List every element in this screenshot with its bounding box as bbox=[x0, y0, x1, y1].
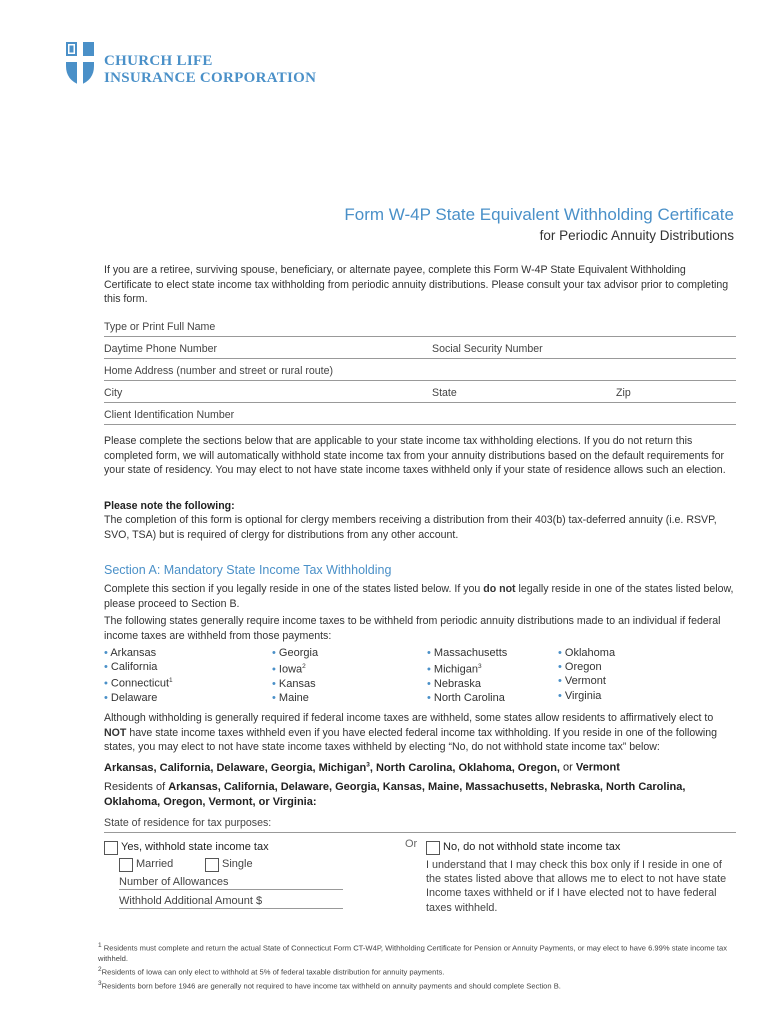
address-field[interactable] bbox=[104, 380, 736, 381]
state-item: • Massachusetts bbox=[427, 647, 508, 659]
state-item: • Connecticut$^1$ bbox=[104, 677, 173, 691]
yes-withhold-label: Yes, withhold state income tax bbox=[121, 841, 269, 853]
state-label: State bbox=[432, 387, 457, 399]
section-a-p3: Although withholding is generally required if federal income taxes are withheld, some states allow residents to affirmatively elect to NOT have state income taxes withheld even if you have elected federal income tax withholding. If you reside in one of the following states, you may elect to not have state income taxes withheld by electing “No, do not withhold state income tax” below: bbox=[104, 712, 718, 753]
ssn-label: Social Security Number bbox=[432, 343, 543, 355]
section-a-heading: Section A: Mandatory State Income Tax Withholding bbox=[104, 563, 392, 577]
single-label: Single bbox=[222, 858, 253, 870]
additional-amount-field[interactable] bbox=[119, 908, 343, 909]
state-item: • Kansas bbox=[272, 678, 316, 691]
phone-label: Daytime Phone Number bbox=[104, 343, 218, 355]
yes-withhold-checkbox[interactable] bbox=[104, 841, 118, 855]
state-item: • Vermont bbox=[558, 675, 606, 688]
state-item: • Maine bbox=[272, 692, 309, 705]
logo-line2: INSURANCE CORPORATION bbox=[104, 70, 317, 86]
note-body: The completion of this form is optional for clergy members receiving a distribution from their 403(b) tax-deferred annuity (i.e. RSVP, SVO, TSA) but is required of clergy for distributions from any other account. bbox=[104, 514, 717, 541]
client-id-label: Client Identification Number bbox=[104, 409, 235, 421]
allowances-field[interactable] bbox=[119, 889, 343, 890]
city-state-zip-field[interactable] bbox=[104, 402, 736, 403]
single-checkbox[interactable] bbox=[205, 858, 219, 872]
state-item: • Iowa$^2$ bbox=[272, 663, 306, 676]
footnote-2: $^2$Residents of Iowa can only elect to withhold at 5% of federal taxable distribution for annuity payments. bbox=[98, 966, 445, 977]
footnote-1: $^1$ Residents must complete and return the actual State of Connecticut Form CT-W4P, Withholding Certificate for Pension or Annuity Payments, or may elect to have 6.99% state income tax withheld. bbox=[98, 942, 728, 963]
zip-label: Zip bbox=[616, 387, 631, 399]
state-item: • Oregon bbox=[558, 661, 602, 674]
optout-states: Arkansas, California, Delaware, Georgia, Michigan$^3$, North Carolina, Oklahoma, Oregon, or Vermont bbox=[104, 761, 620, 774]
states-column-2 bbox=[272, 646, 318, 705]
state-item: • Delaware bbox=[104, 692, 158, 705]
instructions-paragraph: Please complete the sections below that are applicable to your state income tax withholding elections. If you do not return this completed form, we will automatically withhold state income tax from your annuity distributions based on the default requirements for your state of residency. You may elect to not have state income taxes withheld only if your state of residence allows such an election. bbox=[104, 435, 726, 476]
intro-paragraph: If you are a retiree, surviving spouse, beneficiary, or alternate payee, complete this Form W-4P State Equivalent Withholding Certificate to elect state income tax withholding from periodic annuity distributions. Please consult your tax advisor prior to completing this form. bbox=[104, 264, 729, 305]
form-subtitle: for Periodic Annuity Distributions bbox=[539, 228, 734, 243]
address-label: Home Address (number and street or rural route) bbox=[104, 365, 334, 377]
logo-text bbox=[104, 53, 316, 87]
state-item: • Georgia bbox=[272, 647, 319, 659]
states-column-3 bbox=[427, 646, 507, 705]
full-name-field[interactable] bbox=[104, 336, 736, 337]
or-label: Or bbox=[405, 838, 418, 850]
cross-shield-icon bbox=[64, 40, 96, 86]
allowances-label: Number of Allowances bbox=[119, 876, 229, 888]
residence-field[interactable] bbox=[104, 832, 736, 833]
additional-amount-label: Withhold Additional Amount $ bbox=[119, 895, 263, 907]
phone-ssn-field[interactable] bbox=[104, 358, 736, 359]
state-item: • Oklahoma bbox=[558, 647, 616, 659]
states-column-1 bbox=[104, 646, 173, 705]
state-item: • Virginia bbox=[558, 689, 602, 702]
state-item: • Arkansas bbox=[104, 647, 157, 659]
residence-label: State of residence for tax purposes: bbox=[104, 817, 272, 829]
section-a-p2: The following states generally require income taxes to be withheld from periodic annuity distributions made to an individual if federal income taxes are withheld from those payments: bbox=[104, 615, 721, 642]
no-withhold-checkbox[interactable] bbox=[426, 841, 440, 855]
city-label: City bbox=[104, 387, 123, 399]
residents-paragraph: Residents of Arkansas, California, Delaware, Georgia, Kansas, Maine, Massachusetts, Nebraska, North Carolina, Oklahoma, Oregon, Vermont, or Virginia: bbox=[104, 781, 686, 808]
married-label: Married bbox=[136, 858, 174, 870]
note-heading: Please note the following: bbox=[104, 500, 235, 512]
state-item: • Nebraska bbox=[427, 678, 481, 691]
section-a-p1: Complete this section if you legally reside in one of the states listed below. If you do not legally reside in one of the states listed below, please proceed to Section B. bbox=[104, 583, 734, 610]
full-name-label: Type or Print Full Name bbox=[104, 321, 216, 333]
logo-line1: CHURCH LIFE bbox=[104, 53, 213, 69]
states-column-4 bbox=[558, 646, 615, 703]
no-withhold-explanation: I understand that I may check this box only if I reside in one of the states listed above that allows me to elect to not have state Income taxes withheld or if I have elected not to have federal taxes withheld. bbox=[426, 859, 727, 914]
married-checkbox[interactable] bbox=[119, 858, 133, 872]
form-title: Form W-4P State Equivalent Withholding Certificate bbox=[344, 205, 734, 224]
state-item: • California bbox=[104, 661, 158, 674]
footnote-3: $^3$Residents born before 1946 are generally not required to have income tax withheld on annuity payments and should complete Section B. bbox=[98, 980, 561, 991]
state-item: • Michigan$^3$ bbox=[427, 663, 482, 676]
no-withhold-label: No, do not withhold state income tax bbox=[443, 841, 621, 853]
state-item: • North Carolina bbox=[427, 692, 505, 705]
client-id-field[interactable] bbox=[104, 424, 736, 425]
